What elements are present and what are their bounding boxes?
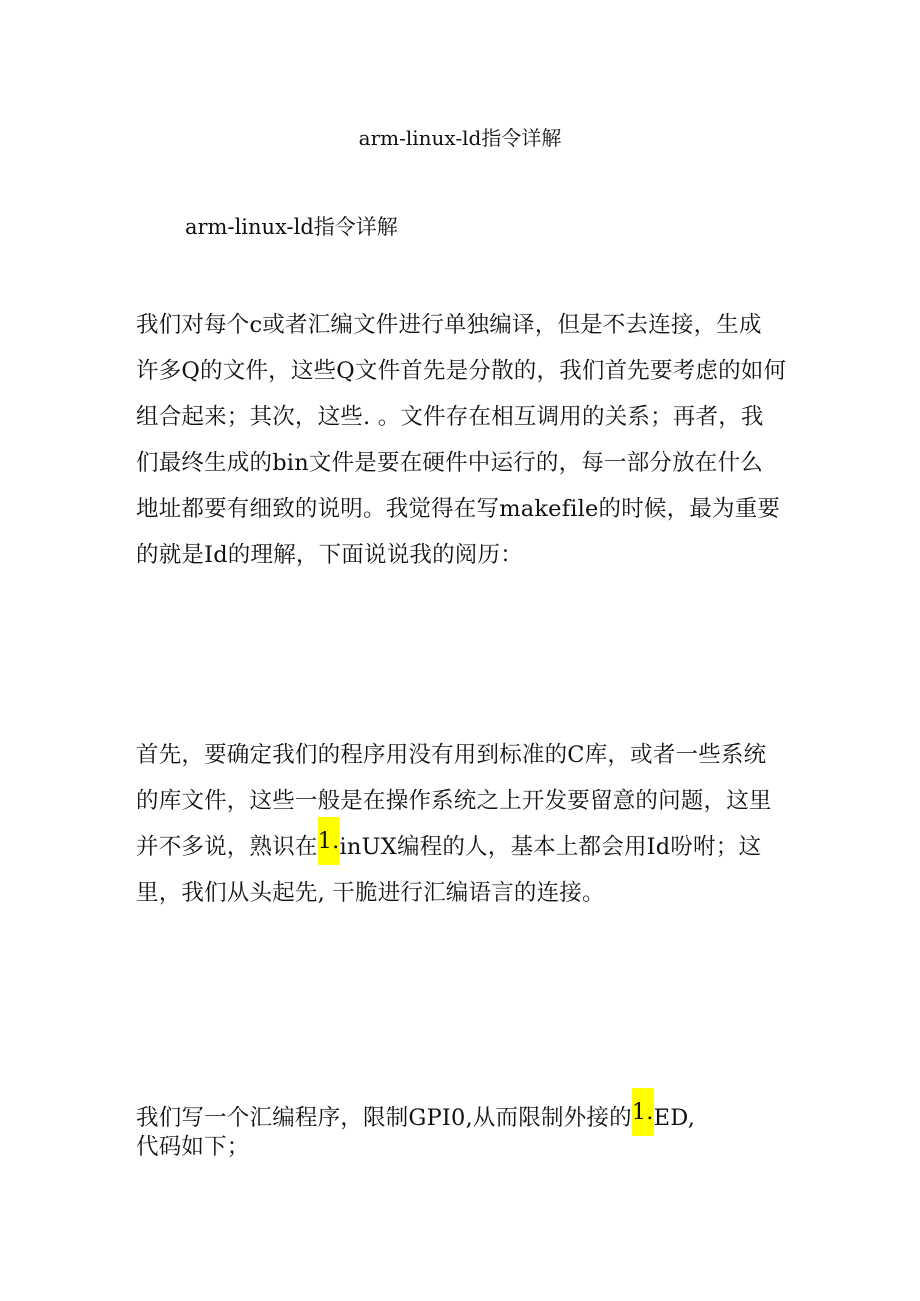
- paragraph-line: 代码如下；: [136, 1134, 250, 1160]
- highlight-mark: 1.: [632, 1088, 654, 1136]
- line-text: 并不多说，熟识在: [136, 834, 318, 860]
- paragraph-line: 我们对每个c或者汇编文件进行单独编译，但是不去连接，生成: [136, 312, 762, 338]
- line-text: inUX编程的人，基本上都会用Id吩咐；这: [339, 834, 762, 860]
- paragraph-line: [136, 824, 816, 870]
- paragraph-intro: [136, 302, 816, 578]
- document-subtitle: arm-linux-ld指令详解: [185, 215, 398, 239]
- paragraph-line: 首先，要确定我们的程序用没有用到标准的C库，或者一些系统: [136, 742, 767, 768]
- paragraph-line: [136, 1099, 816, 1132]
- line-text: ED,: [653, 1105, 696, 1131]
- paragraph-line: 的库文件，这些一般是在操作系统之上开发要留意的问题，这里: [136, 788, 772, 814]
- paragraph-line: 们最终生成的bin文件是要在硬件中运行的，每一部分放在什么: [136, 450, 763, 476]
- line-text: 我们写一个汇编程序，限制GPI0,从而限制外接的: [136, 1105, 632, 1131]
- paragraph-c-library: [136, 732, 816, 916]
- paragraph-line: 的就是Id的理解，下面说说我的阅历：: [136, 542, 523, 568]
- document-title: arm-linux-ld指令详解: [358, 126, 562, 150]
- paragraph-line: 里，我们从头起先, 干脆进行汇编语言的连接。: [136, 880, 605, 906]
- paragraph-line: 组合起来；其次，这些. 。文件存在相互调用的关系；再者，我: [136, 404, 764, 430]
- paragraph-line: 地址都要有细致的说明。我觉得在写makefile的时候，最为重要: [136, 496, 781, 522]
- paragraph-line: 许多Q的文件，这些Q文件首先是分散的，我们首先要考虑的如何: [136, 358, 787, 384]
- paragraph-assembly: [136, 1099, 816, 1162]
- highlight-mark: 1.: [318, 817, 340, 865]
